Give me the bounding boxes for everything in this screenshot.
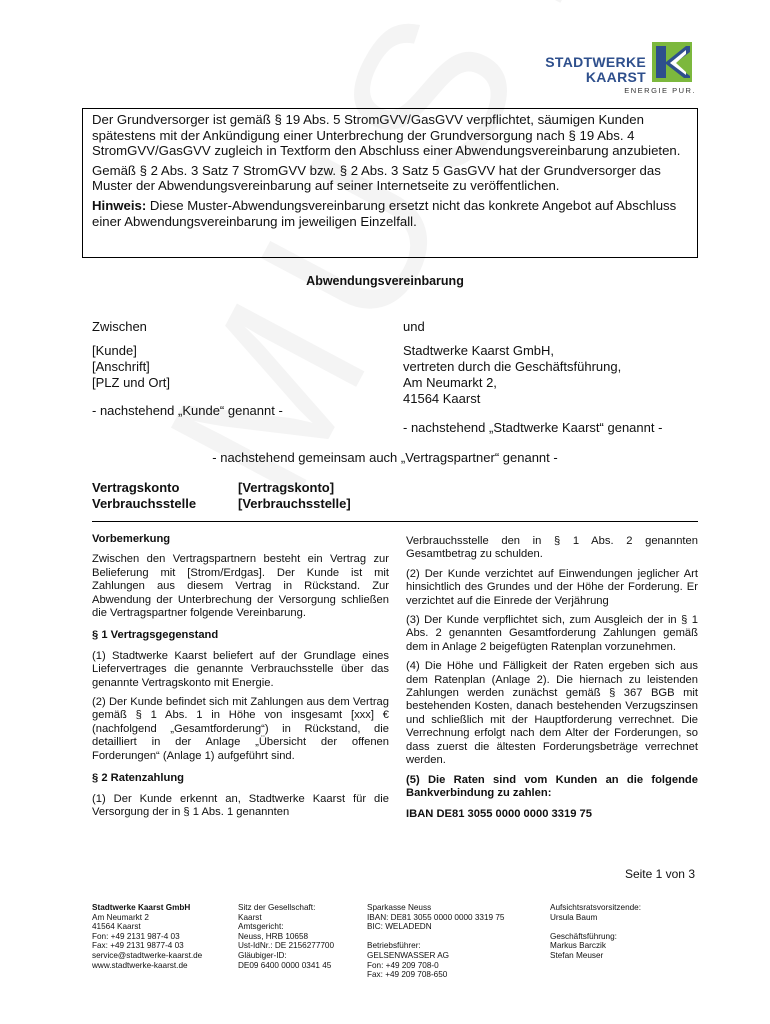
hint-paragraph-1: Der Grundversorger ist gemäß § 19 Abs. 5 StromGVV/GasGVV verpflichtet, säumigen Kunden spätestens mit der Ankündigung einer Unterbrechung der Grundversorgung nach § 19 Abs. 4 StromGVV/GasGVV zugleich in Textform den Abschluss einer Abwendungsvereinbarung anzubieten. — [92, 112, 681, 159]
footer-management-line: Ursula Baum — [550, 912, 598, 922]
party-right-line: 41564 Kaarst — [403, 391, 481, 406]
footer-management-line: Geschäftsführung: — [550, 931, 617, 941]
vorbemerkung-text: Zwischen den Vertragspartnern besteht ein Vertrag zur Belieferung mit [Strom/Erdgas]. Der Kunde ist mit Zahlungen aus diesem Vertrag in Rückstand. Zur Abwendung der Unterbrechung der Versorgung schließen die Vertragspartner folgende Vereinbarung. — [92, 553, 389, 620]
section-2-para-2: (2) Der Kunde verzichtet auf Einwendungen jeglicher Art hinsichtlich des Grundes und der Höhe der Forderung. Er verzichtet auf die Einrede der Verjährung — [406, 567, 698, 607]
footer-management-spacer — [550, 922, 641, 932]
hint-text: Diese Muster-Abwendungsvereinbarung ersetzt nicht das konkrete Angebot auf Abschluss einer Abwendungsvereinbarung im jeweiligen Einzelfall. — [92, 197, 677, 229]
footer-bank-line: Fon: +49 209 708-0 — [367, 960, 439, 970]
logo-tagline: ENERGIE PUR. — [624, 86, 696, 95]
footer-registry-line: Neuss, HRB 10658 — [238, 931, 309, 941]
section-2-para-1: (1) Der Kunde erkennt an, Stadtwerke Kaarst für die Versorgung der in § 1 Abs. 1 genannten — [92, 792, 389, 818]
section-1-para-1: (1) Stadtwerke Kaarst beliefert auf der Grundlage eines Liefervertrages die genannte Verbrauchsstelle über das genannte Vertragskonto mit Energie. — [92, 649, 389, 689]
stadtwerke-kaarst-logo — [545, 42, 698, 95]
footer-registry — [238, 903, 334, 970]
footer-bank-line: Betriebsführer: — [367, 941, 421, 951]
footer-company-line: Fax: +49 2131 9877-4 03 — [92, 941, 184, 951]
party-right-line: vertreten durch die Geschäftsführung, — [403, 359, 622, 374]
hint-label: Hinweis: — [92, 197, 147, 213]
footer-company-line: Fon: +49 2131 987-4 03 — [92, 931, 180, 941]
party-left-named: - nachstehend „Kunde“ genannt - — [92, 403, 283, 418]
footer-bank — [367, 903, 504, 980]
joint-named: - nachstehend gemeinsam auch „Vertragspartner“ genannt - — [212, 450, 558, 465]
document-title: Abwendungsvereinbarung — [306, 274, 464, 288]
footer-company — [92, 903, 202, 970]
right-column — [406, 535, 698, 828]
footer-registry-line: Kaarst — [238, 912, 262, 922]
page-number: Seite 1 von 3 — [624, 867, 695, 881]
section-2-para-1-cont: Verbrauchsstelle den in § 1 Abs. 2 genannten Gesamtbetrag zu schulden. — [406, 535, 698, 561]
footer-bank-spacer — [367, 932, 504, 942]
footer-company-line: service@stadtwerke-kaarst.de — [92, 950, 203, 960]
footer-registry-line: Gläubiger-ID: — [238, 950, 287, 960]
footer-registry-line: Sitz der Gesellschaft: — [238, 903, 316, 912]
contract-account-value: [Vertragskonto] — [238, 480, 335, 495]
logo-text-line2: KAARST — [585, 69, 646, 85]
footer-company-line: www.stadtwerke-kaarst.de — [92, 960, 188, 970]
iban-line: IBAN DE81 3055 0000 0000 3319 75 — [406, 808, 592, 821]
party-left-address — [92, 343, 170, 391]
party-right-line: Stadtwerke Kaarst GmbH, — [403, 343, 554, 358]
party-left-line: [Anschrift] — [92, 359, 150, 374]
consumption-point-label: Verbrauchsstelle — [92, 496, 197, 511]
footer-registry-line: DE09 6400 0000 0341 45 — [238, 960, 332, 970]
heading-section-1: § 1 Vertragsgegenstand — [92, 629, 219, 642]
hint-box — [82, 108, 698, 258]
hint-paragraph-2: Gemäß § 2 Abs. 3 Satz 7 StromGVV bzw. § 2 Abs. 3 Satz 5 GasGVV hat der Grundversorger das Muster der Abwendungsvereinbarung auf seiner Internetseite zu veröffentlichen. — [92, 162, 661, 194]
contract-references — [92, 480, 351, 512]
party-left-line: [PLZ und Ort] — [92, 375, 171, 390]
footer-bank-line: Fax: +49 209 708-650 — [367, 970, 448, 980]
footer-bank-line: Sparkasse Neuss — [367, 903, 432, 912]
left-column — [92, 533, 389, 825]
footer-bank-line: BIC: WELADEDN — [367, 922, 432, 932]
hint-paragraph-3 — [92, 198, 688, 229]
footer-company-line: 41564 Kaarst — [92, 922, 141, 932]
footer-company-line: Am Neumarkt 2 — [92, 912, 149, 922]
heading-vorbemerkung: Vorbemerkung — [92, 533, 171, 545]
party-right-address — [403, 343, 621, 407]
party-right-heading: und — [403, 319, 425, 334]
party-right-line: Am Neumarkt 2, — [403, 375, 497, 390]
contract-account-label: Vertragskonto — [92, 480, 180, 495]
footer-management — [550, 903, 641, 961]
logo-k-icon — [652, 42, 692, 82]
footer-bank-line: GELSENWASSER AG — [367, 950, 450, 960]
section-2-para-5: (5) Die Raten sind vom Kunden an die folgende Bankverbindung zu zahlen: — [406, 773, 698, 799]
footer-management-line: Markus Barczik — [550, 941, 606, 951]
logo-text-line1: STADTWERKE — [545, 54, 646, 70]
party-left-line: [Kunde] — [92, 343, 137, 358]
footer-management-line: Stefan Meuser — [550, 950, 604, 960]
consumption-point-value: [Verbrauchsstelle] — [238, 496, 351, 511]
footer-company-line: Stadtwerke Kaarst GmbH — [92, 903, 191, 912]
footer-registry-line: Ust-IdNr.: DE 2156277700 — [238, 941, 335, 951]
footer-management-line: Aufsichtsratsvorsitzende: — [550, 903, 642, 912]
heading-section-2: § 2 Ratenzahlung — [92, 772, 185, 785]
section-2-para-3: (3) Der Kunde verpflichtet sich, zum Ausgleich der in § 1 Abs. 2 genannten Gesamtforderung Zahlungen gemäß dem in Anlage 2 beigefügten Ratenplan vorzunehmen. — [406, 614, 698, 653]
party-right-named: - nachstehend „Stadtwerke Kaarst“ genannt - — [403, 420, 663, 435]
section-divider — [92, 521, 698, 522]
footer-registry-line: Amtsgericht: — [238, 922, 284, 932]
section-1-para-2: (2) Der Kunde befindet sich mit Zahlungen aus dem Vertrag gemäß § 1 Abs. 1 in Höhe von insgesamt [xxx] € (nachfolgend „Gesamtforderung“) in Rückstand, die detailliert in der Anlage „Übersicht der offenen Forderungen“ (Anlage 1) aufgeführt sind. — [92, 696, 389, 762]
footer-bank-line: IBAN: DE81 3055 0000 0000 3319 75 — [367, 912, 505, 922]
party-left-heading: Zwischen — [92, 319, 147, 334]
section-2-para-4: (4) Die Höhe und Fälligkeit der Raten ergeben sich aus dem Ratenplan (Anlage 2). Die hiernach zu leistenden Zahlungen werden zunächst gemäß § 367 BGB mit bestehenden Kosten, danach bestehenden Verzugszinsen und schließlich mit der Hauptforderung verrechnet. Die Verrechnung erfolgt nach dem Alter der Forderungen, so dass zuerst die ältesten Forderungsbeträge verrechnet werden. — [406, 660, 698, 767]
